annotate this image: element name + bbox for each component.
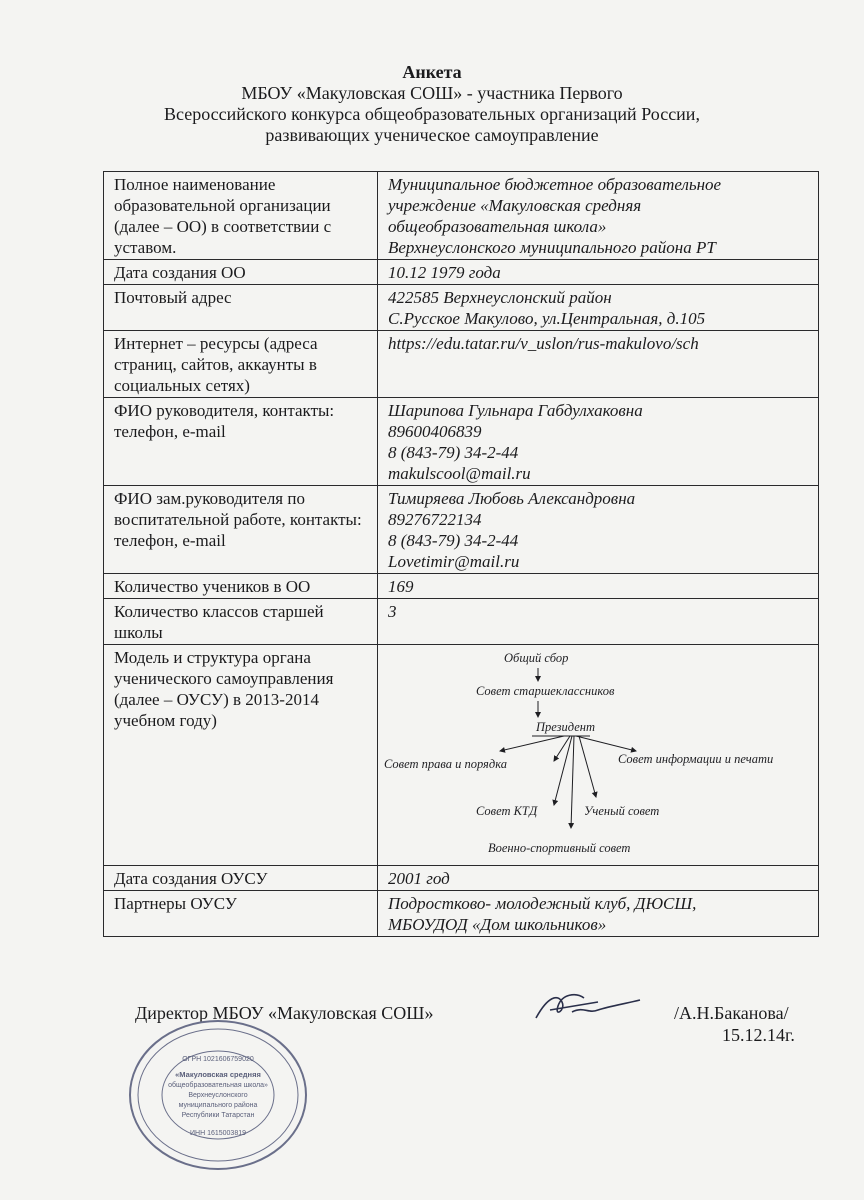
row-value — [378, 599, 819, 645]
arrow-to-law — [500, 736, 564, 751]
node-military-council: Военно-спортивный совет — [488, 841, 631, 855]
director-name: /А.Н.Баканова/ — [674, 1003, 789, 1023]
table-row — [104, 260, 819, 285]
row-value — [378, 866, 819, 891]
structure-diagram — [378, 645, 837, 867]
value-line: 8 (843-79) 34-2-44 — [388, 443, 519, 462]
value-line: Шарипова Гульнара Габдулхаковна — [388, 401, 643, 420]
table-row — [104, 172, 819, 260]
director-title: Директор МБОУ «Макуловская СОШ» — [135, 1003, 434, 1023]
row-label: Полное наименование образовательной организации (далее – ОО) в соответствии с уставом. — [104, 172, 378, 260]
value-line: Тимиряева Любовь Александровна — [388, 489, 636, 508]
row-label: Почтовый адрес — [104, 285, 378, 331]
table-row — [104, 486, 819, 574]
value-line: Lovetimir@mail.ru — [388, 552, 520, 571]
value-line: 422585 Верхнеуслонский район — [388, 288, 612, 307]
document-header — [0, 62, 864, 146]
row-label: ФИО зам.руководителя по воспитательной работе, контакты: телефон, e-mail — [104, 486, 378, 574]
row-value — [378, 285, 819, 331]
value-line: С.Русское Макулово, ул.Центральная, д.105 — [388, 309, 706, 328]
stamp-line-3: Верхнеуслонского — [188, 1092, 248, 1099]
value-line: общеобразовательная школа» — [388, 217, 607, 236]
table-row-model — [104, 645, 819, 866]
row-label: Модель и структура органа ученического самоуправления (далее – ОУСУ) в 2013-2014 учебном году) — [104, 645, 378, 866]
stamp-line-4: муниципального района — [178, 1102, 258, 1109]
stamp-line-1: «Макуловская средняя — [175, 1070, 261, 1079]
table-row — [104, 599, 819, 645]
node-law-council: Совет права и порядка — [384, 757, 507, 771]
value-line: Подростково- молодежный клуб, ДЮСШ, — [388, 894, 697, 913]
arrow-to-scholar — [579, 736, 596, 797]
school-seal-stamp — [123, 1015, 313, 1175]
structure-diagram-cell — [378, 645, 819, 866]
value-line: учреждение «Макуловская средняя — [388, 196, 642, 215]
value-line: Муниципальное бюджетное образовательное — [388, 175, 722, 194]
node-scholar-council: Ученый совет — [584, 804, 660, 818]
value-line: 89276722134 — [388, 510, 482, 529]
value-line: https://edu.tatar.ru/v_uslon/rus-makulovo/sch — [388, 334, 699, 353]
node-general-meeting: Общий сбор — [504, 651, 569, 665]
stamp-inn: ИНН 1615003819 — [189, 1130, 247, 1137]
row-value — [378, 398, 819, 486]
header-line-3: развивающих ученическое самоуправление — [265, 125, 599, 145]
row-label: Дата создания ОУСУ — [104, 866, 378, 891]
arrow-to-info — [576, 736, 636, 751]
row-label: Количество классов старшей школы — [104, 599, 378, 645]
row-label: Интернет – ресурсы (адреса страниц, сайтов, аккаунты в социальных сетях) — [104, 331, 378, 398]
node-info-council: Совет информации и печати — [618, 752, 774, 766]
value-line: Верхнеуслонского муниципального района РТ — [388, 238, 716, 257]
row-value — [378, 331, 819, 398]
node-president: Президент — [536, 720, 596, 734]
table-row — [104, 398, 819, 486]
row-value — [378, 891, 819, 937]
arrow-to-military — [571, 736, 574, 828]
table-row — [104, 866, 819, 891]
node-ktd-council: Совет КТД — [476, 804, 538, 818]
row-value — [378, 486, 819, 574]
table-row — [104, 574, 819, 599]
node-senior-council: Совет старшеклассников — [476, 684, 615, 698]
row-label: Партнеры ОУСУ — [104, 891, 378, 937]
value-line: 10.12 1979 года — [388, 263, 501, 282]
value-line: 169 — [388, 577, 414, 596]
row-value — [378, 172, 819, 260]
row-label: Количество учеников в ОО — [104, 574, 378, 599]
document-title: Анкета — [402, 62, 462, 82]
stamp-ogrn: ОГРН 1021606759020 — [182, 1056, 254, 1063]
stamp-line-2: общеобразовательная школа» — [168, 1082, 268, 1089]
row-label: ФИО руководителя, контакты: телефон, e-mail — [104, 398, 378, 486]
table-row — [104, 891, 819, 937]
row-value — [378, 260, 819, 285]
value-line: 8 (843-79) 34-2-44 — [388, 531, 519, 550]
arrow-to-law-2 — [554, 736, 570, 761]
stamp-line-5: Республики Татарстан — [181, 1112, 255, 1119]
table-row — [104, 331, 819, 398]
header-line-1: МБОУ «Макуловская СОШ» - участника Первого — [241, 83, 623, 103]
value-line: makulscool@mail.ru — [388, 464, 531, 483]
questionnaire-table — [103, 171, 819, 937]
header-line-2: Всероссийского конкурса общеобразовательных организаций России, — [164, 104, 700, 124]
table-row — [104, 285, 819, 331]
row-value — [378, 574, 819, 599]
value-line: 2001 год — [388, 869, 450, 888]
row-label: Дата создания ОО — [104, 260, 378, 285]
value-line: МБОУДОД «Дом школьников» — [388, 915, 607, 934]
value-line: 89600406839 — [388, 422, 482, 441]
value-line: 3 — [388, 602, 397, 621]
signature-image — [528, 988, 648, 1028]
sign-date: 15.12.14г. — [722, 1025, 795, 1045]
